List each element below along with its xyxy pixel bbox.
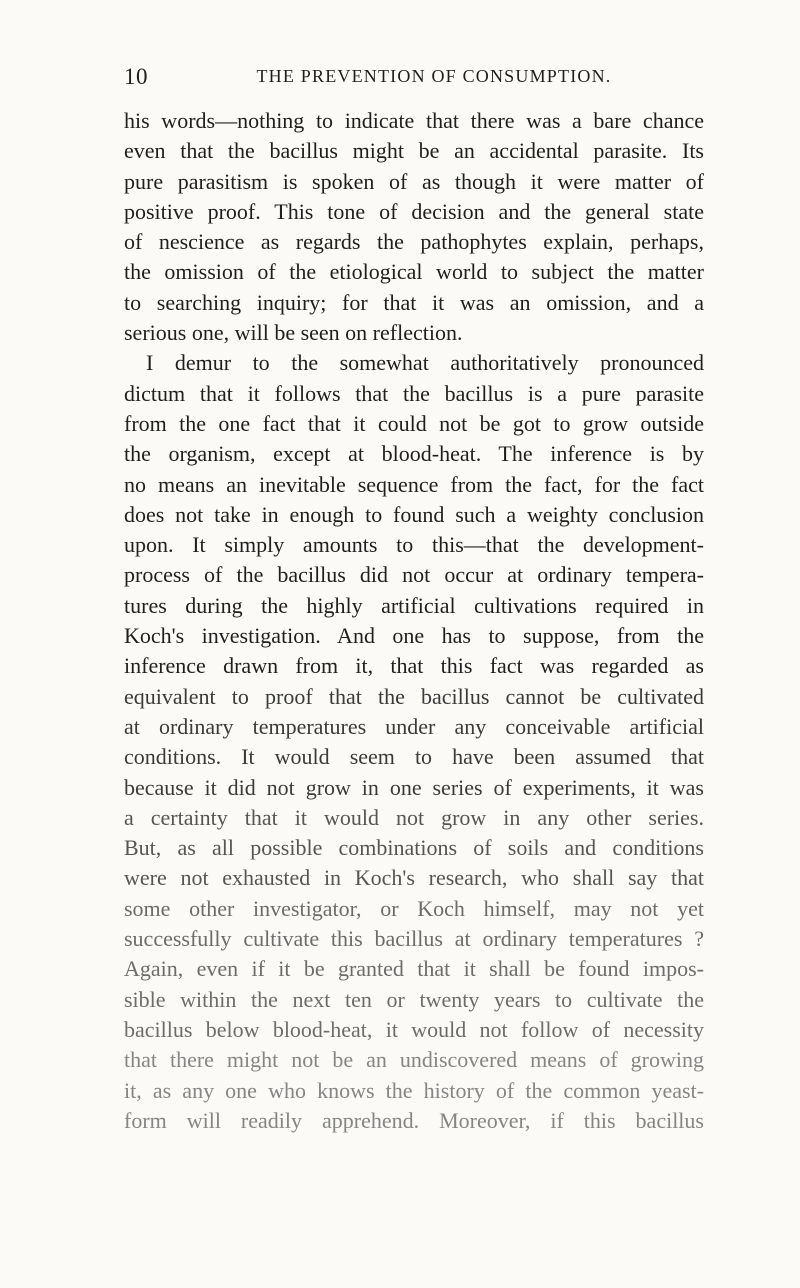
text-line: inference drawn from it, that this fact was regarded as	[124, 653, 704, 679]
text-line: it, as any one who knows the history of the common yeast-	[124, 1077, 704, 1103]
text-line: were not exhausted in Koch's research, who shall say that	[124, 865, 704, 891]
text-line: tures during the highly artificial cultivations required in	[124, 592, 704, 618]
text-line: his words—nothing to indicate that there was a bare chance	[124, 108, 704, 133]
text-line: positive proof. This tone of decision and the general state	[124, 198, 704, 224]
text-line: process of the bacillus did not occur at ordinary tempera-	[124, 562, 704, 588]
text-line: bacillus below blood-heat, it would not follow of necessity	[124, 1016, 704, 1042]
body-text	[124, 106, 704, 1136]
text-line: of nescience as regards the pathophytes explain, perhaps,	[124, 229, 704, 255]
text-line: But, as all possible combinations of soils and conditions	[124, 835, 704, 861]
text-line: serious one, will be seen on reflection.	[124, 320, 463, 346]
text-line: I demur to the somewhat authoritatively pronounced	[146, 350, 704, 376]
text-line: equivalent to proof that the bacillus cannot be cultivated	[124, 683, 704, 709]
text-line: some other investigator, or Koch himself, may not yet	[124, 895, 704, 921]
text-line: conditions. It would seem to have been assumed that	[124, 744, 704, 770]
text-line: sible within the next ten or twenty years to cultivate the	[124, 986, 704, 1012]
running-title: THE PREVENTION OF CONSUMPTION.	[256, 66, 612, 86]
text-line: no means an inevitable sequence from the fact, for the fact	[124, 471, 704, 497]
text-line: that there might not be an undiscovered means of growing	[124, 1047, 704, 1073]
text-line: dictum that it follows that the bacillus is a pure parasite	[124, 380, 704, 406]
text-line: the omission of the etiological world to subject the matter	[124, 259, 704, 285]
text-line: from the one fact that it could not be got to grow outside	[124, 410, 704, 436]
text-line: a certainty that it would not grow in any other series.	[124, 804, 704, 830]
text-line: pure parasitism is spoken of as though it were matter of	[124, 168, 704, 194]
running-head	[124, 64, 704, 88]
text-line: at ordinary temperatures under any conceivable artificial	[124, 713, 704, 739]
text-line: because it did not grow in one series of experiments, it was	[124, 774, 704, 800]
text-line: even that the bacillus might be an accidental parasite. Its	[124, 138, 704, 164]
text-line: the organism, except at blood-heat. The inference is by	[124, 441, 704, 467]
text-line: to searching inquiry; for that it was an omission, and a	[124, 289, 704, 315]
text-line: Koch's investigation. And one has to suppose, from the	[124, 623, 704, 649]
page-number: 10	[124, 64, 148, 89]
text-line: does not take in enough to found such a weighty conclusion	[124, 501, 704, 527]
text-line: Again, even if it be granted that it shall be found impos-	[124, 956, 704, 982]
text-line: form will readily apprehend. Moreover, if this bacillus	[124, 1107, 704, 1133]
text-line: successfully cultivate this bacillus at ordinary temperatures ?	[124, 926, 704, 952]
text-line: upon. It simply amounts to this—that the development-	[124, 532, 704, 558]
